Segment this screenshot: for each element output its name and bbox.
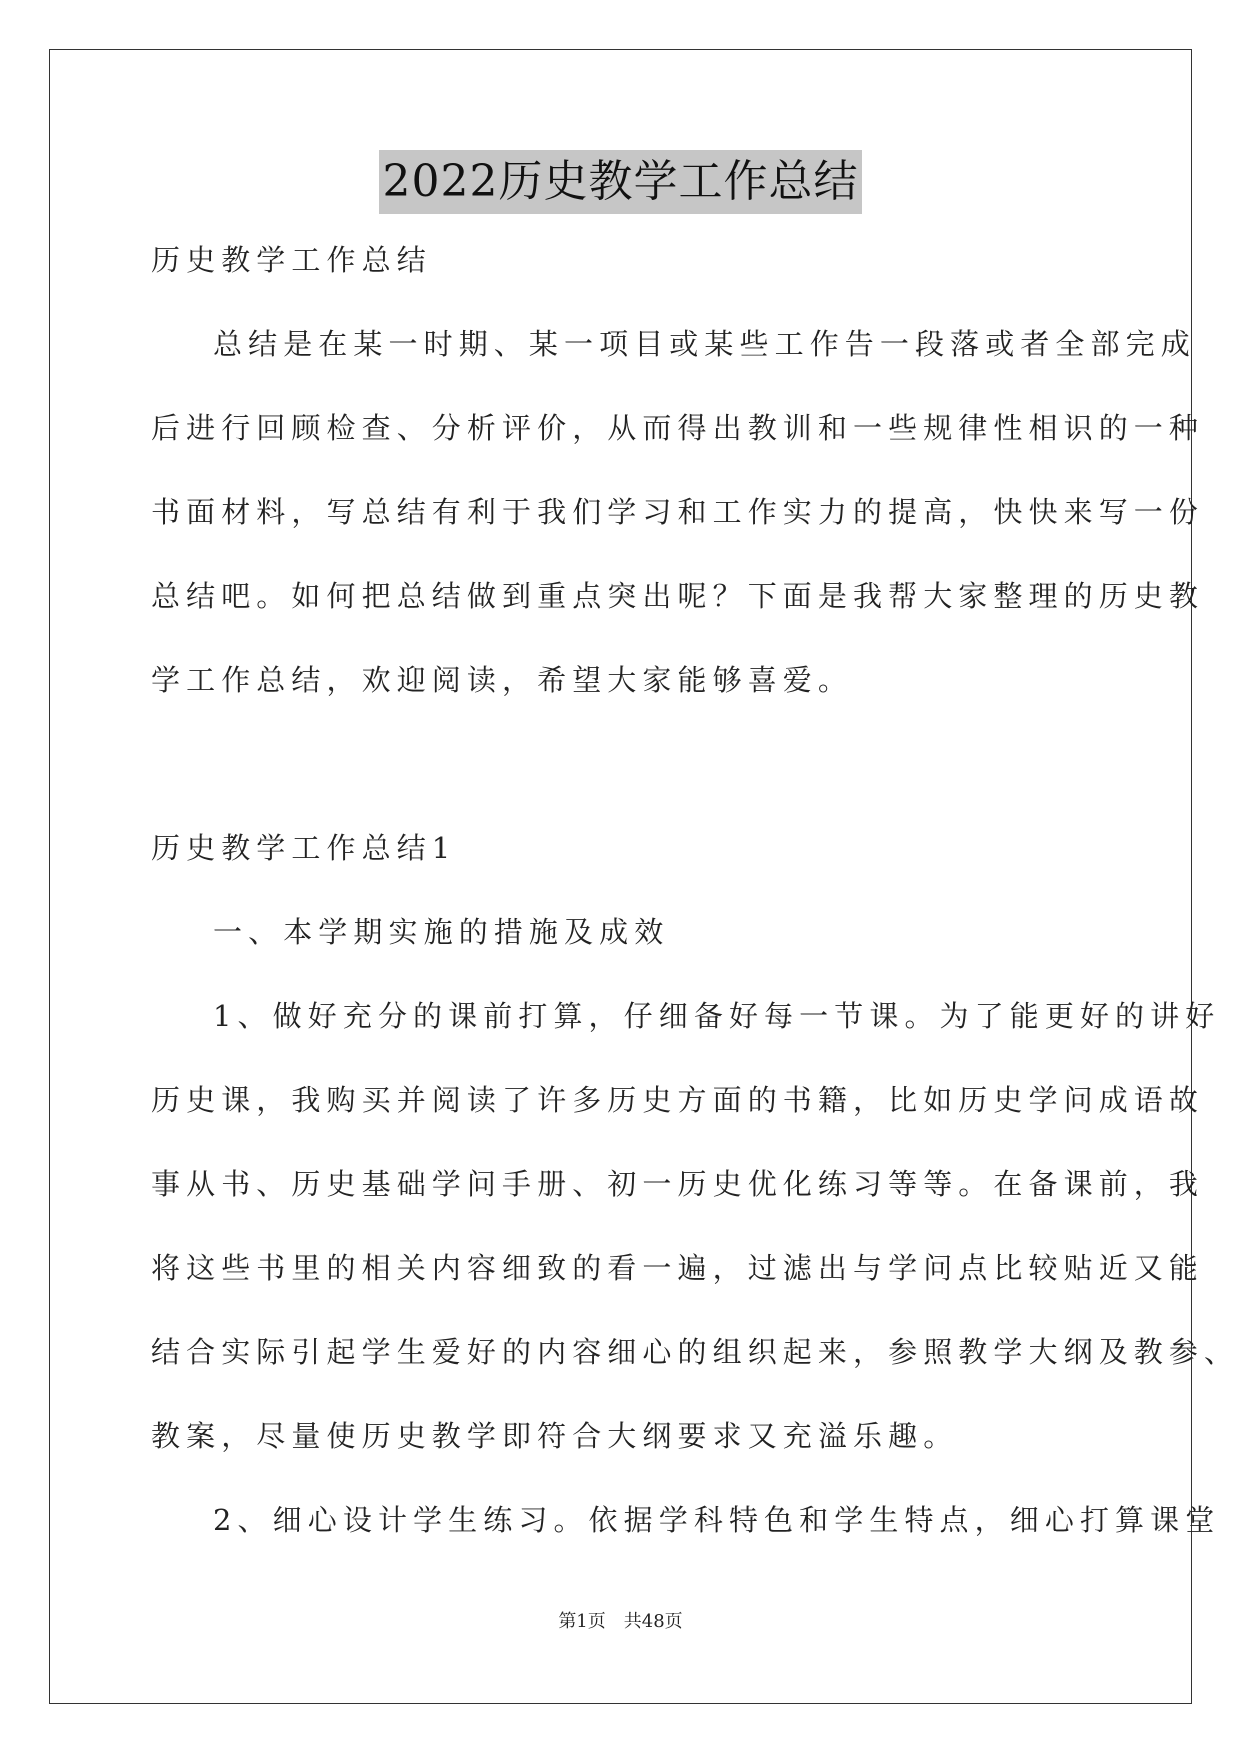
paragraph-line: 后进行回顾检查、分析评价，从而得出教训和一些规律性相识的一种 bbox=[151, 411, 1205, 445]
paragraph-line: 总结吧。如何把总结做到重点突出呢？下面是我帮大家整理的历史教 bbox=[151, 579, 1205, 613]
section-heading: 历史教学工作总结1 bbox=[151, 831, 457, 865]
paragraph-line: 历史课，我购买并阅读了许多历史方面的书籍，比如历史学问成语故 bbox=[151, 1083, 1205, 1117]
paragraph-line: 教案，尽量使历史教学即符合大纲要求又充溢乐趣。 bbox=[151, 1419, 959, 1453]
paragraph-line: 2、细心设计学生练习。依据学科特色和学生特点，细心打算课堂 bbox=[213, 1503, 1221, 1537]
document-title: 2022历史教学工作总结 bbox=[379, 150, 863, 214]
section-heading: 历史教学工作总结 bbox=[151, 243, 432, 277]
blank-line bbox=[151, 736, 1095, 820]
paragraph-line: 事从书、历史基础学问手册、初一历史优化练习等等。在备课前，我 bbox=[151, 1167, 1205, 1201]
page-number-footer: 第1页 共48页 bbox=[558, 1611, 683, 1632]
paragraph-line: 将这些书里的相关内容细致的看一遍，过滤出与学问点比较贴近又能 bbox=[151, 1251, 1205, 1285]
paragraph-line: 1、做好充分的课前打算，仔细备好每一节课。为了能更好的讲好 bbox=[213, 999, 1221, 1033]
title-container bbox=[0, 150, 1241, 214]
subsection-heading: 一、本学期实施的措施及成效 bbox=[213, 915, 670, 949]
paragraph-line: 书面材料，写总结有利于我们学习和工作实力的提高，快快来写一份 bbox=[151, 495, 1205, 529]
paragraph-line: 结合实际引起学生爱好的内容细心的组织起来，参照教学大纲及教参、 bbox=[151, 1335, 1240, 1369]
paragraph-line: 学工作总结，欢迎阅读，希望大家能够喜爱。 bbox=[151, 663, 854, 697]
paragraph-line: 总结是在某一时期、某一项目或某些工作告一段落或者全部完成 bbox=[213, 327, 1196, 361]
document-body bbox=[151, 232, 1240, 1576]
